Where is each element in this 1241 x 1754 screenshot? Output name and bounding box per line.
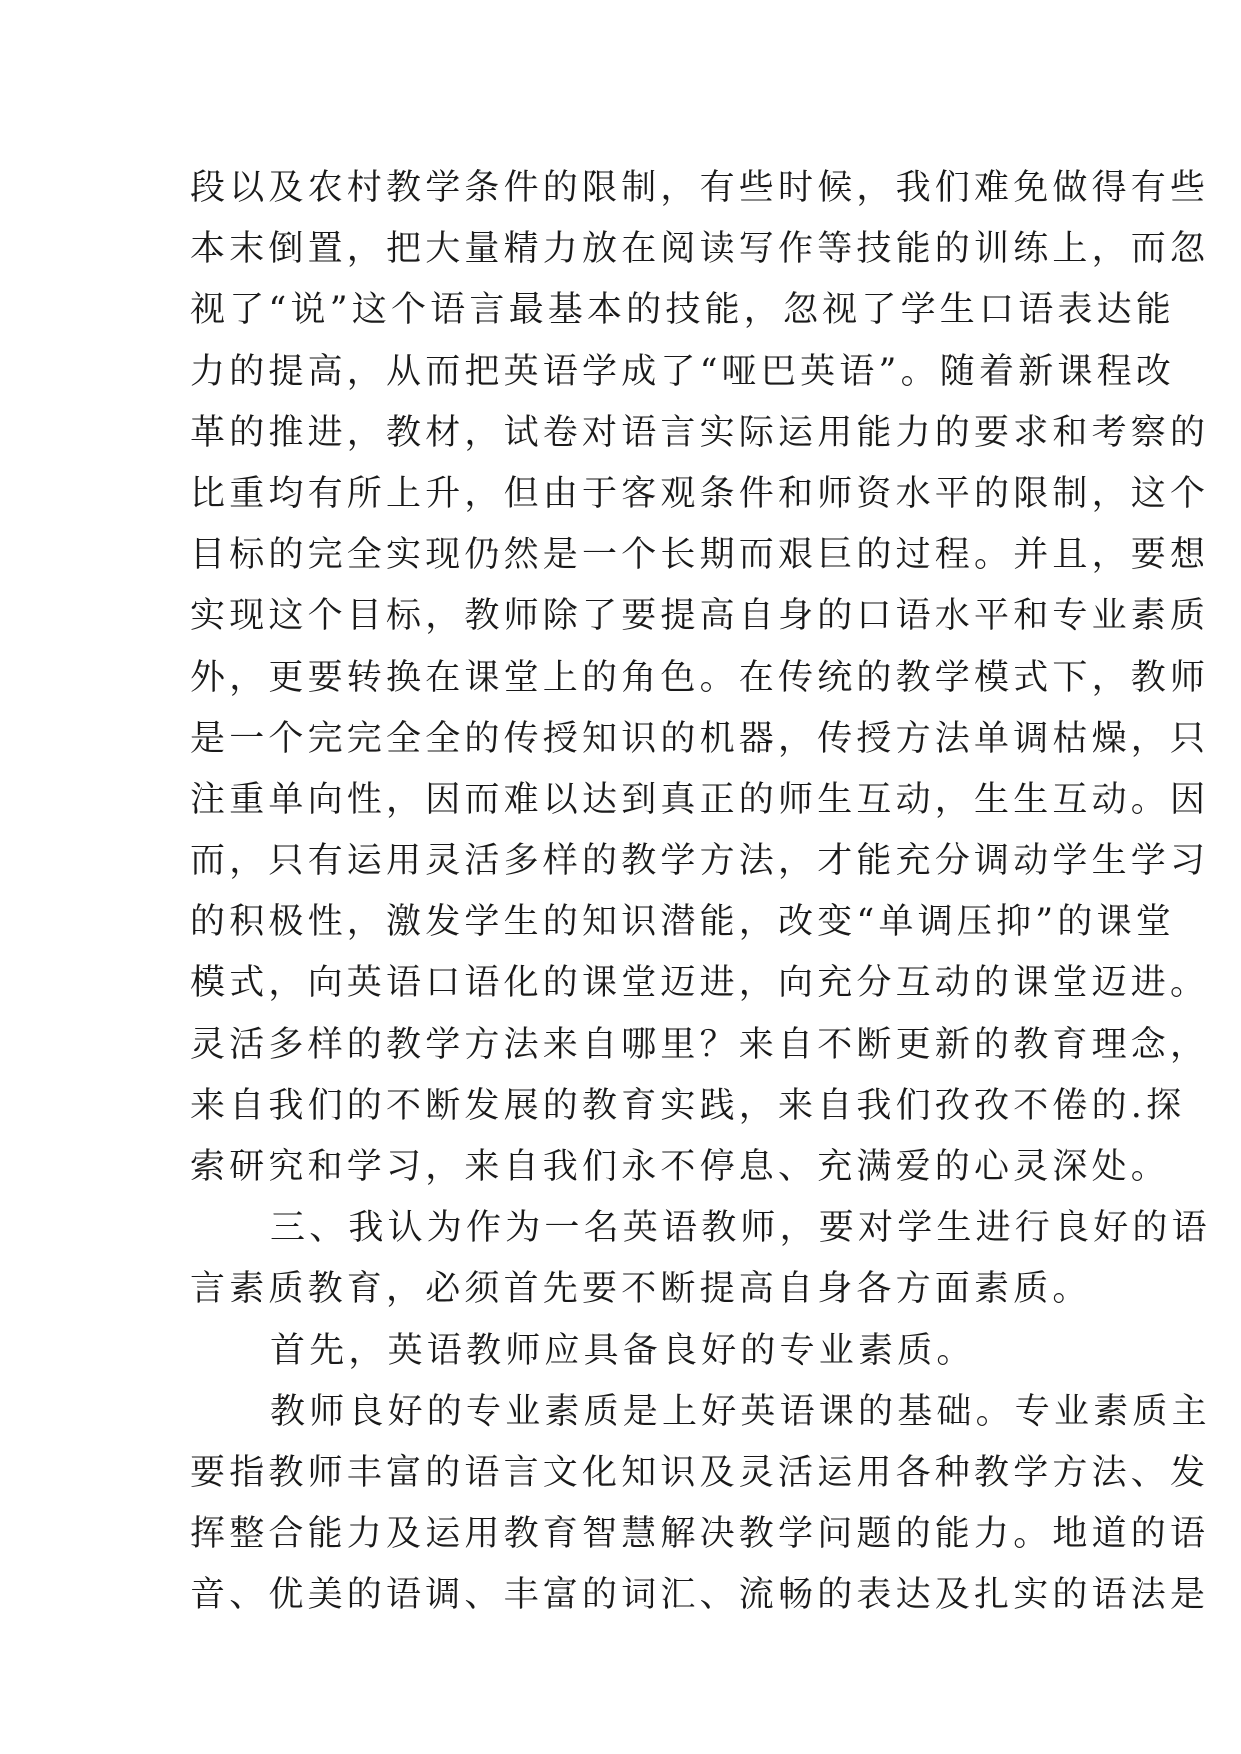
text-line: 段以及农村教学条件的限制，有些时候，我们难免做得有些: [190, 168, 1210, 208]
text-line: 索研究和学习，来自我们永不停息、充满爱的心灵深处。: [190, 1147, 1171, 1187]
text-line: 而，只有运用灵活多样的教学方法，才能充分调动学生学习: [190, 841, 1210, 882]
body-text: [190, 158, 1211, 1627]
text-line: 是一个完完全全的传授知识的机器，传授方法单调枯燥，只: [190, 718, 1210, 759]
text-line: 音、优美的语调、丰富的词汇、流畅的表达及扎实的语法是: [190, 1575, 1210, 1616]
text-line: 视了“说”这个语言最基本的技能，忽视了学生口语表达能: [190, 290, 1175, 331]
text-line: 注重单向性，因而难以达到真正的师生互动，生生互动。因: [190, 779, 1210, 820]
text-line: 革的推进，教材，试卷对语言实际运用能力的要求和考察的: [190, 412, 1210, 453]
text-line: 灵活多样的教学方法来自哪里？来自不断更新的教育理念，: [190, 1024, 1210, 1065]
text-line: 挥整合能力及运用教育智慧解决教学问题的能力。地道的语: [190, 1514, 1210, 1555]
text-line: 要指教师丰富的语言文化知识及灵活运用各种教学方法、发: [190, 1452, 1210, 1493]
text-line: 言素质教育，必须首先要不断提高自身各方面素质。: [190, 1269, 1092, 1310]
text-line: 外，更要转换在课堂上的角色。在传统的教学模式下，教师: [190, 657, 1210, 698]
text-line: 来自我们的不断发展的教育实践，来自我们孜孜不倦的.探: [190, 1085, 1186, 1126]
text-line: 实现这个目标，教师除了要提高自身的口语水平和专业素质: [190, 596, 1210, 637]
text-line: 力的提高，从而把英语学成了“哑巴英语”。随着新课程改: [190, 351, 1175, 392]
text-line: 三、我认为作为一名英语教师，要对学生进行良好的语: [270, 1208, 1211, 1249]
text-line: 目标的完全实现仍然是一个长期而艰巨的过程。并且，要想: [190, 535, 1210, 576]
text-line: 本末倒置，把大量精力放在阅读写作等技能的训练上，而忽: [190, 229, 1210, 270]
text-line: 比重均有所上升，但由于客观条件和师资水平的限制，这个: [190, 473, 1210, 514]
text-line: 模式，向英语口语化的课堂迈进，向充分互动的课堂迈进。: [190, 963, 1210, 1004]
text-line: 教师良好的专业素质是上好英语课的基础。专业素质主: [270, 1391, 1211, 1432]
text-line: 首先，英语教师应具备良好的专业素质。: [270, 1330, 976, 1371]
text-line: 的积极性，激发学生的知识潜能，改变“单调压抑”的课堂: [190, 902, 1175, 943]
